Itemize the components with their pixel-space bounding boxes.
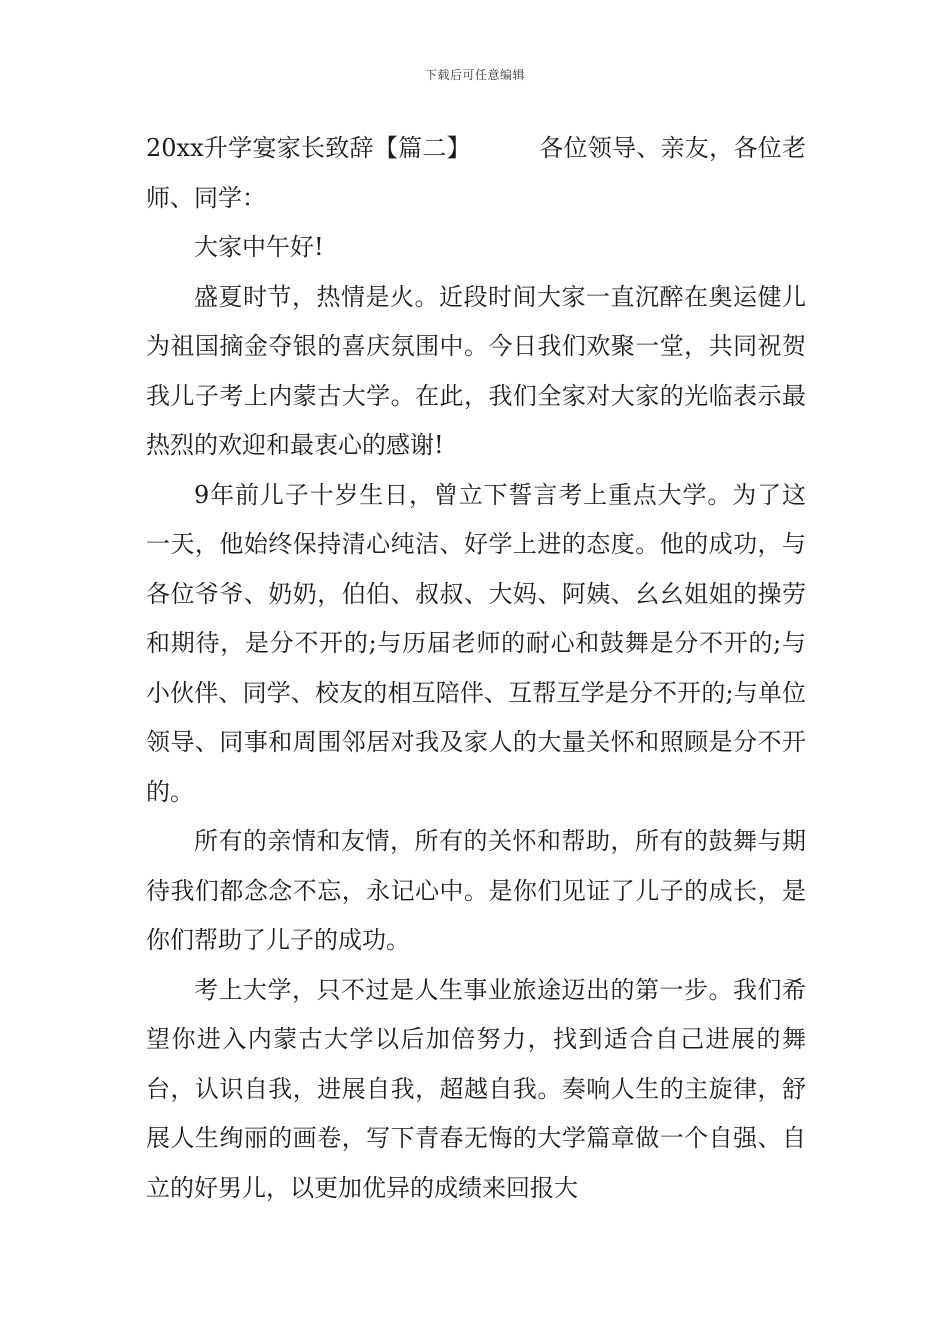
document-title: 20xx升学宴家长致辞【篇二】	[146, 134, 471, 162]
document-body	[146, 124, 806, 1213]
paragraph-gratitude: 所有的亲情和友情，所有的关怀和帮助，所有的鼓舞与期待我们都念念不忘，永记心中。是你们见证了儿子的成长，是你们帮助了儿子的成功。	[146, 827, 806, 954]
title-line	[146, 124, 806, 223]
paragraph-welcome: 盛夏时节，热情是火。近段时间大家一直沉醉在奥运健儿为祖国摘金夺银的喜庆氛围中。今日我们欢聚一堂，共同祝贺我儿子考上内蒙古大学。在此，我们全家对大家的光临表示最热烈的欢迎和最衷心的感谢!	[146, 282, 806, 459]
page-header-note: 下载后可任意编辑	[424, 68, 525, 82]
salutation: 各位领导、亲友，各位老师、同学：	[146, 134, 807, 212]
paragraph-greeting: 大家中午好!	[194, 233, 324, 261]
paragraph-hopes: 考上大学，只不过是人生事业旅途迈出的第一步。我们希望你进入内蒙古大学以后加倍努力，找到适合自己进展的舞台，认识自我，进展自我，超越自我。奏响人生的主旋律，舒展人生绚丽的画卷，写下青春无悔的大学篇章做一个自强、自立的好男儿，以更加优异的成绩来回报大	[146, 975, 806, 1202]
paragraph-thanks: 9年前儿子十岁生日，曾立下誓言考上重点大学。为了这一天，他始终保持清心纯洁、好学上进的态度。他的成功，与各位爷爷、奶奶，伯伯、叔叔、大妈、阿姨、幺幺姐姐的操劳和期待，是分不开的;与历届老师的耐心和鼓舞是分不开的;与小伙伴、同学、校友的相互陪伴、互帮互学是分不开的;与单位领导、同事和周围邻居对我及家人的大量关怀和照顾是分不开的。	[146, 480, 806, 806]
